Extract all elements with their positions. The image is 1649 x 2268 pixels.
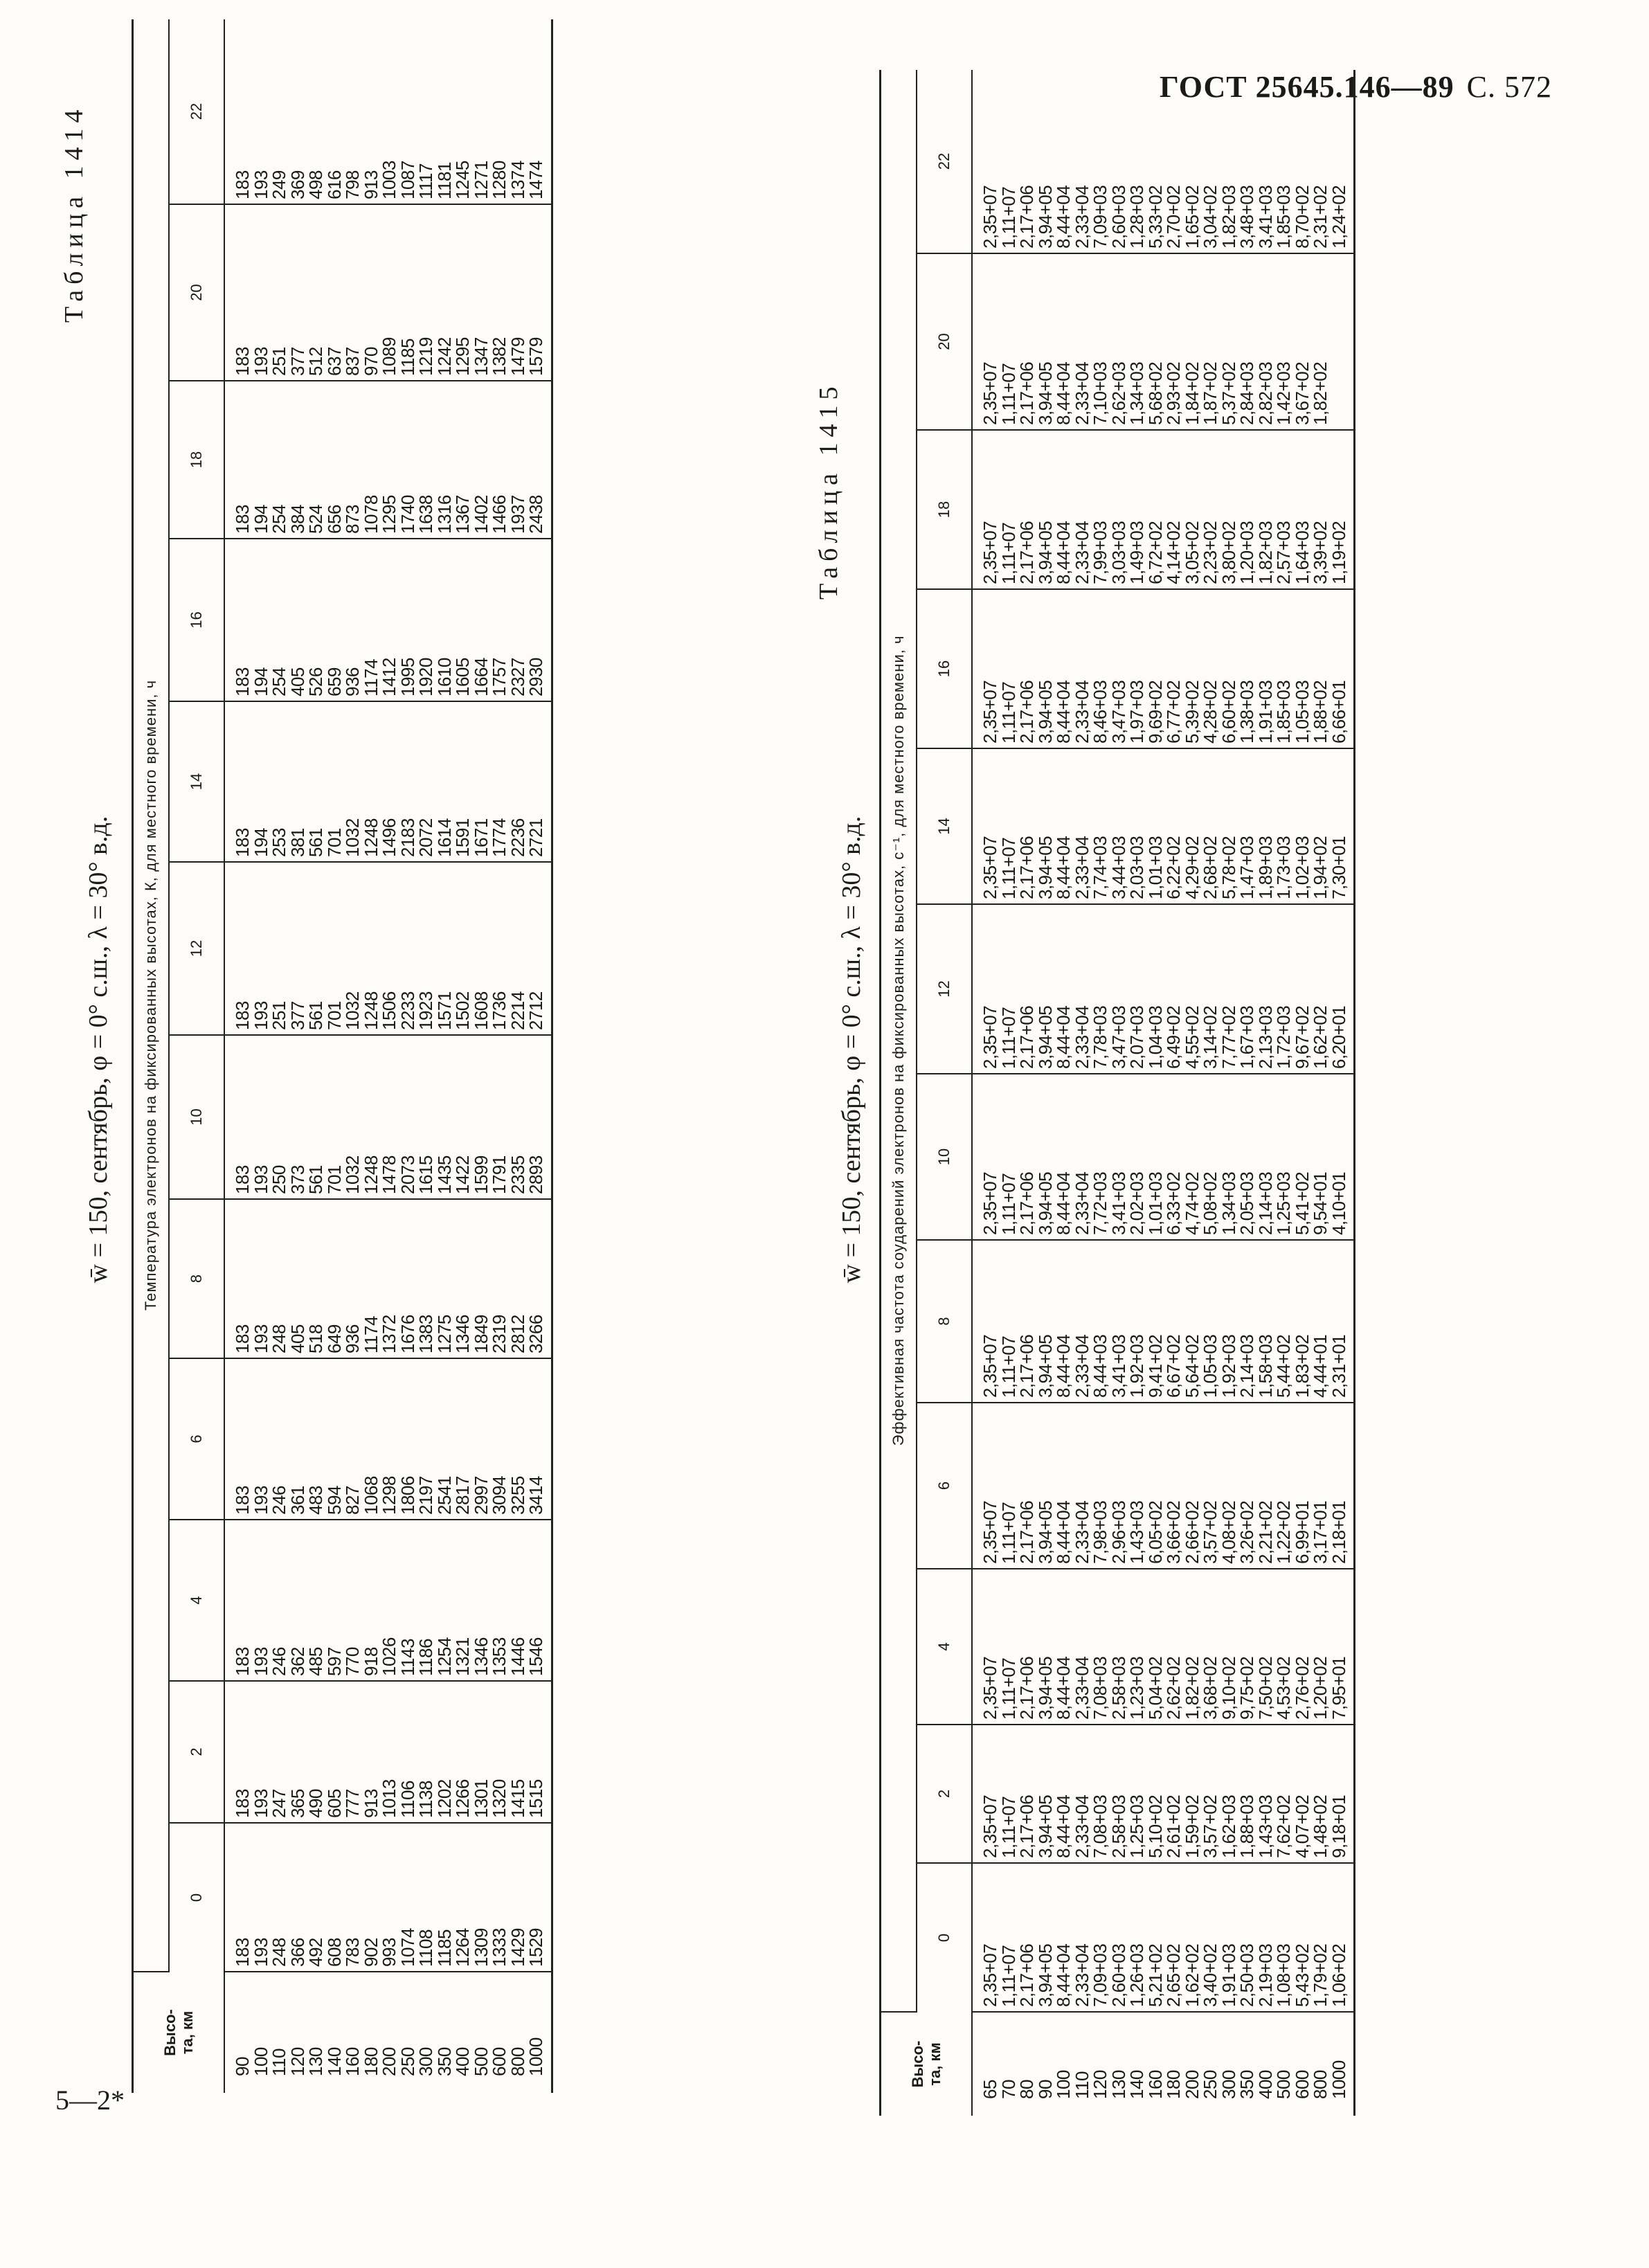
- table-1415-block: [789, 0, 1649, 2268]
- data-column: [224, 1358, 552, 1520]
- column-values: 183 193 248 405 518 649 936 1174 1372 1676 1383 1275 1346 1849 2319 2812 3266: [232, 1315, 546, 1353]
- col-header: 12: [169, 862, 224, 1035]
- data-column: [972, 748, 1355, 904]
- col-header: 8: [917, 1240, 972, 1403]
- col-header: 16: [169, 539, 224, 701]
- column-values: 183 193 246 362 485 597 770 918 1026 1143 1186 1254 1321 1346 1353 1446 1546: [232, 1637, 546, 1676]
- column-values: 2,35+07 1,11+07 2,17+06 3,94+05 8,44+04 2,33+04 7,09+03 2,60+03 1,28+03 5,33+02 2,70+02 1,65+02 3,04+02 1,82+03 3,48+03 3,41+03 1,85+03 8,70+02 2,31+02 1,24+02: [980, 185, 1349, 249]
- column-values: 183 193 251 377 561 701 1032 1248 1506 2233 1923 1571 1502 1608 1736 2214 2712: [232, 991, 546, 1030]
- data-column: [224, 1035, 552, 1199]
- table-title: w̄ = 150, сентябрь, φ = 0° с.ш., λ = 30° в.д.: [837, 816, 866, 1284]
- col-header: 18: [917, 430, 972, 589]
- data-column: [224, 1520, 552, 1681]
- col-header: 14: [917, 748, 972, 904]
- col-header: 22: [917, 70, 972, 253]
- col-header: 2: [917, 1725, 972, 1863]
- col-header: 20: [169, 204, 224, 381]
- altitude-column: [224, 1972, 552, 2093]
- col-header: 6: [917, 1403, 972, 1569]
- col-header: 0: [917, 1863, 972, 2012]
- group-header: Температура электронов на фиксированных высотах, К, для местного времени, ч: [133, 19, 170, 1972]
- data-column: [972, 1569, 1355, 1725]
- group-header: Эффективная частота соударений электронов на фиксированных высотах, с⁻¹, для местного времени, ч: [881, 70, 917, 2012]
- data-column: [224, 1199, 552, 1358]
- column-values: 2,35+07 1,11+07 2,17+06 3,94+05 8,44+04 2,33+04 7,99+03 3,03+03 1,49+03 6,72+02 4,14+02 3,05+02 2,23+02 3,80+02 1,20+03 1,82+03 2,57+03 1,64+03 3,39+02 1,19+02: [980, 521, 1349, 584]
- page-number: С. 572: [1466, 70, 1552, 104]
- table-1414: [132, 19, 553, 2093]
- column-values: 183 193 248 366 492 608 783 902 993 1074 1108 1185 1264 1309 1333 1429 1529: [232, 1928, 546, 1967]
- col-header: 18: [169, 381, 224, 539]
- col-header: 0: [169, 1823, 224, 1972]
- column-values: 183 193 249 369 498 616 798 913 1003 1087 1117 1181 1245 1271 1280 1374 1474: [232, 161, 546, 199]
- data-column: [972, 1725, 1355, 1863]
- column-values: 183 193 247 365 490 605 777 913 1013 1106 1138 1202 1266 1301 1320 1415 1515: [232, 1779, 546, 1818]
- data-column: [972, 70, 1355, 253]
- column-values: 2,35+07 1,11+07 2,17+06 3,94+05 8,44+04 2,33+04 7,74+03 3,44+03 2,03+03 1,01+03 6,22+02 4,29+02 2,68+02 5,78+02 1,47+03 1,89+03 1,73+03 1,02+03 1,94+02 7,30+01: [980, 836, 1349, 899]
- table-caption: Таблица 1414: [60, 104, 89, 323]
- column-values: 2,35+07 1,11+07 2,17+06 3,94+05 8,44+04 2,33+04 7,72+03 3,41+03 2,02+03 1,01+03 6,33+02 4,74+02 5,08+02 1,34+03 2,05+03 2,14+03 1,25+03 5,41+02 9,54+01 4,10+01: [980, 1171, 1349, 1235]
- col-header: 4: [917, 1569, 972, 1725]
- column-values: 2,35+07 1,11+07 2,17+06 3,94+05 8,44+04 2,33+04 8,46+03 3,47+03 1,97+03 9,69+02 6,77+02 5,39+02 4,28+02 6,60+02 1,38+03 1,91+03 1,85+03 1,05+03 1,88+02 6,66+01: [980, 680, 1349, 744]
- column-values: 2,35+07 1,11+07 2,17+06 3,94+05 8,44+04 2,33+04 7,08+03 2,58+03 1,23+03 5,04+02 2,62+02 1,82+02 3,68+02 9,10+02 9,75+02 7,50+02 4,53+02 2,76+02 1,20+02 7,95+01: [980, 1656, 1349, 1720]
- data-column: [972, 1240, 1355, 1403]
- table-caption: Таблица 1415: [814, 381, 843, 600]
- data-column: [972, 1863, 1355, 2012]
- data-column: [972, 430, 1355, 589]
- column-values: 183 194 254 384 524 656 873 1078 1295 1740 1638 1316 1367 1402 1466 1937 2438: [232, 495, 546, 534]
- altitude-values: 65 70 80 90 100 110 120 130 140 160 180 200 250 300 350 400 500 600 800 1000: [980, 2060, 1349, 2099]
- col-header: 12: [917, 904, 972, 1074]
- column-values: 2,35+07 1,11+07 2,17+06 3,94+05 8,44+04 2,33+04 7,09+03 2,60+03 1,26+03 5,21+02 2,65+02 1,62+02 3,40+02 1,91+03 2,50+03 2,19+03 1,08+03 5,43+02 1,79+02 1,06+02: [980, 1943, 1349, 2007]
- column-values: 183 193 251 377 512 637 837 970 1089 1185 1219 1242 1295 1347 1382 1479 1579: [232, 337, 546, 376]
- standard-number: ГОСТ 25645.146—89: [1159, 70, 1454, 104]
- altitude-header: Высо- та, км: [881, 2012, 973, 2116]
- signature-mark: 5—2*: [55, 2085, 125, 2116]
- table-1415: [879, 70, 1355, 2116]
- altitude-column: [972, 2012, 1355, 2116]
- altitude-header: Высо- та, км: [133, 1972, 225, 2093]
- data-column: [972, 904, 1355, 1074]
- data-column: [224, 1823, 552, 1972]
- col-header: 14: [169, 701, 224, 862]
- col-header: 6: [169, 1358, 224, 1520]
- table-1414-block: [0, 0, 803, 2268]
- column-values: 2,35+07 1,11+07 2,17+06 3,94+05 8,44+04 2,33+04 7,10+03 2,62+03 1,34+03 5,68+02 2,93+02 1,84+02 1,87+02 5,37+02 2,84+03 2,82+03 1,42+03 3,67+02 1,82+02: [980, 361, 1331, 425]
- column-values: 183 193 246 361 483 594 827 1068 1298 1806 2197 2541 2817 2997 3094 3255 3414: [232, 1476, 546, 1515]
- column-values: 2,35+07 1,11+07 2,17+06 3,94+05 8,44+04 2,33+04 7,98+03 2,96+03 1,43+03 6,05+02 3,66+02 2,66+02 3,57+02 4,08+02 3,26+02 2,21+02 1,22+02 6,99+01 3,17+01 2,18+01: [980, 1500, 1349, 1564]
- col-header: 16: [917, 589, 972, 748]
- col-header: 20: [917, 253, 972, 430]
- col-header: 22: [169, 19, 224, 204]
- col-header: 10: [917, 1074, 972, 1240]
- data-column: [224, 381, 552, 539]
- data-column: [972, 253, 1355, 430]
- col-header: 4: [169, 1520, 224, 1681]
- column-values: 2,35+07 1,11+07 2,17+06 3,94+05 8,44+04 2,33+04 7,78+03 3,47+03 2,07+03 1,04+03 6,49+02 4,55+02 3,14+02 7,77+02 1,67+03 2,13+03 1,72+03 9,67+02 1,62+02 6,20+01: [980, 1005, 1349, 1069]
- data-column: [224, 539, 552, 701]
- column-values: 183 194 254 405 526 659 936 1174 1412 1995 1920 1610 1605 1664 1757 2327 2930: [232, 658, 546, 696]
- data-column: [972, 1403, 1355, 1569]
- column-values: 183 193 250 373 561 701 1032 1248 1478 2073 1615 1435 1422 1599 1791 2335 2893: [232, 1155, 546, 1194]
- column-values: 183 194 253 381 561 701 1032 1248 1496 2183 2072 1614 1591 1671 1774 2236 2721: [232, 818, 546, 857]
- table-title: w̄ = 150, сентябрь, φ = 0° с.ш., λ = 30° в.д.: [84, 816, 113, 1284]
- col-header: 10: [169, 1035, 224, 1199]
- data-column: [224, 19, 552, 204]
- data-column: [972, 1074, 1355, 1240]
- data-column: [224, 701, 552, 862]
- col-header: 2: [169, 1681, 224, 1823]
- data-column: [972, 589, 1355, 748]
- column-values: 2,35+07 1,11+07 2,17+06 3,94+05 8,44+04 2,33+04 7,08+03 2,58+03 1,25+03 5,10+02 2,61+02 1,59+02 3,57+02 1,62+03 1,88+03 1,43+03 7,62+02 4,07+02 1,48+02 9,18+01: [980, 1794, 1349, 1858]
- data-column: [224, 204, 552, 381]
- data-column: [224, 862, 552, 1035]
- column-values: 2,35+07 1,11+07 2,17+06 3,94+05 8,44+04 2,33+04 8,44+03 3,41+03 1,92+03 9,41+02 6,67+02 5,64+02 1,05+03 1,92+03 2,14+03 1,58+03 5,44+02 1,83+02 4,44+01 2,31+01: [980, 1334, 1349, 1398]
- altitude-values: 90 100 110 120 130 140 160 180 200 250 300 350 400 500 600 800 1000: [232, 2037, 546, 2076]
- col-header: 8: [169, 1199, 224, 1358]
- data-column: [224, 1681, 552, 1823]
